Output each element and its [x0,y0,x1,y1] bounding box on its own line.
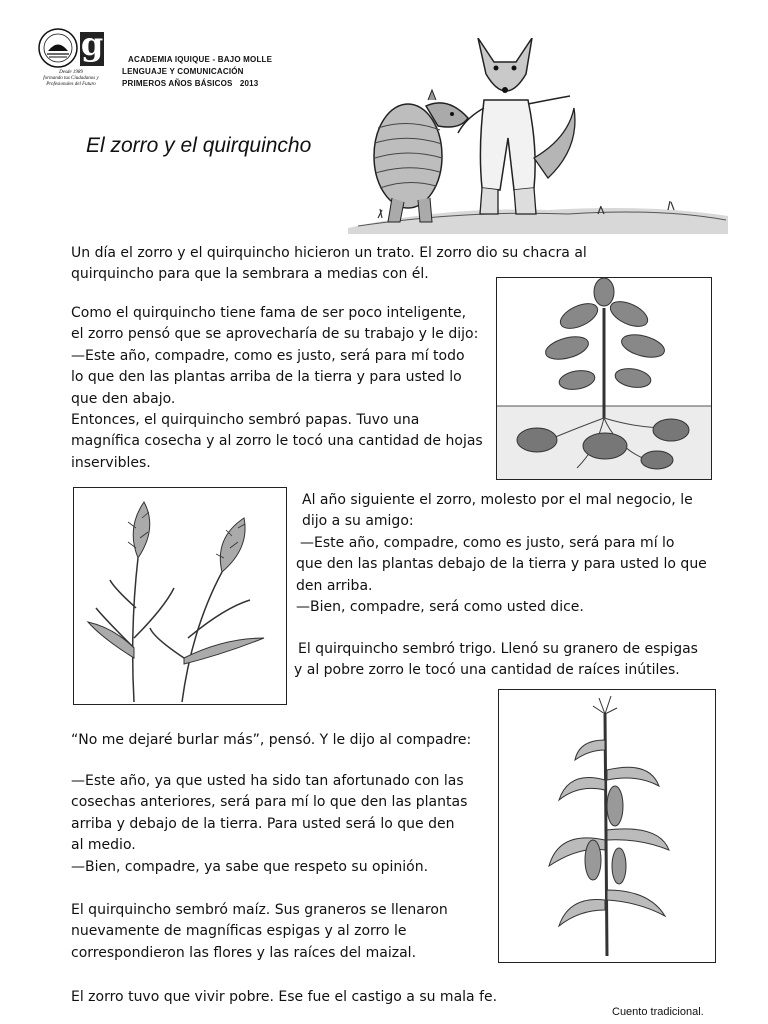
school-logo [36,26,110,92]
subject-name: LENGUAJE Y COMUNICACIÓN [122,67,244,76]
logo-letter: g [80,25,104,63]
story-title: El zorro y el quirquincho [86,134,312,157]
story-credit: Cuento tradicional. [612,1006,704,1018]
fox-armadillo-illustration [348,38,728,234]
school-name: ACADEMIA IQUIQUE - BAJO MOLLE [128,55,273,64]
grade-level: PRIMEROS AÑOS BÁSICOS 2013 [122,79,259,88]
paragraph-3: Al año siguiente el zorro, molesto por el mal negocio, le dijo a su amigo: —Este año, compadre, como es justo, será para mí lo que den las plantas debajo de la tierra y para usted lo que den arriba. —Bien, compadre, será como usted dice. [296,492,707,616]
potato-plant-illustration [496,277,712,480]
wheat-illustration [73,487,287,705]
paragraph-2: Como el quirquincho tiene fama de ser poco inteligente, el zorro pensó que se aprovecharía de su trabajo y le dijo: —Este año, compadre, como es justo, será para mí todo lo que den las plantas arriba de la tierra y para usted lo que den abajo. Entonces, el quirquincho sembró papas. Tuvo una magnífica cosecha y al zorro le tocó una cantidad de hojas inservibles. [71,305,483,471]
paragraph-6: —Este año, ya que usted ha sido tan afortunado con las cosechas anteriores, será para mí lo que den las plantas arriba y debajo de la tierra. Para usted será lo que den al medio. —Bien, compadre, ya sabe que respeto su opinión. [71,773,468,875]
school-header [122,54,272,90]
logo-caption: Desde 1989 formando tus Ciudadanos y Profesionales del Futuro [43,70,99,87]
corn-illustration [498,689,716,963]
paragraph-1: Un día el zorro y el quirquincho hicieron un trato. El zorro dio su chacra al quirquincho para que la sembrara a medias con él. [71,245,587,283]
paragraph-8: El zorro tuvo que vivir pobre. Ese fue el castigo a su mala fe. [71,989,498,1005]
paragraph-7: El quirquincho sembró maíz. Sus graneros se llenaron nuevamente de magníficas espigas y al zorro le correspondieron las flores y las raíces del maizal. [71,902,448,961]
paragraph-4: El quirquincho sembró trigo. Llenó su granero de espigas y al pobre zorro le tocó una cantidad de raíces inútiles. [294,641,698,679]
paragraph-5: “No me dejaré burlar más”, pensó. Y le dijo al compadre: [71,732,472,748]
